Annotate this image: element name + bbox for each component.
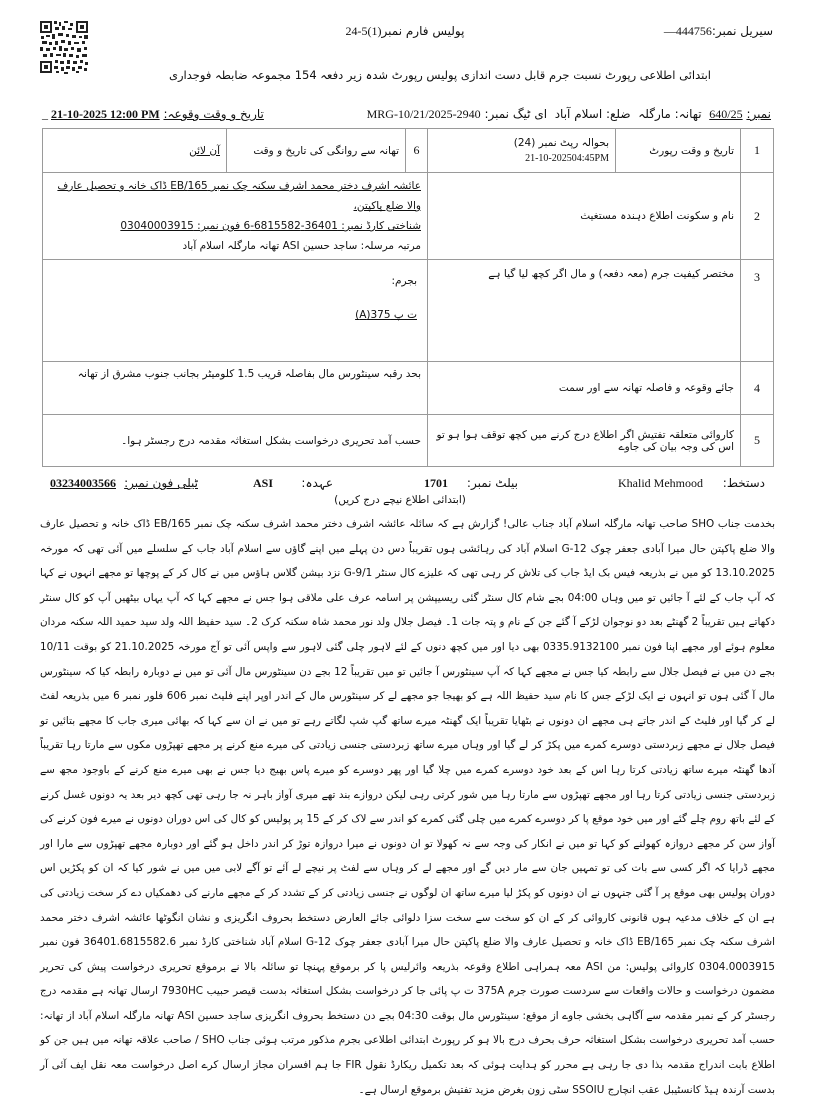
rank-label: عہدہ: [301, 476, 333, 490]
complainant-cnic-phone: شناختی کارڈ نمبر: 36401-6815582-6 فون نمبر: 03040003915 [120, 220, 421, 232]
location-label: جائے وقوعہ و فاصلہ تھانہ سے اور سمت [558, 382, 734, 394]
phone-number: 03234003566 [50, 476, 116, 490]
etag-number: MRG-10/21/2025-2940 [366, 107, 481, 121]
narrative-paragraph: بخدمت جناب SHO صاحب تھانہ مارگلہ اسلام آباد جناب عالی! گزارش ہے کہ سائلہ عائشہ اشرف دختر محمد اشرف سکنہ چک نمبر 165/EB ڈاک خانہ و تحصیل عارف والا ضلع پاکپتن حال میرا آبادی جعفر چوک G-12 اسلام آباد کی رہائشی ہوں تقریباً دس دن پہلے میں اپنے گاؤں سے اسلام آباد جاب کے سلسلے میں آئی تھی کہ مورخہ 13.10.2025 کو میں نے بذریعہ فیس بک ایڈ جاب کی تلاش کر رہی تھی کہ علیزے کال سنٹر 1/G-9 نزد بیشن گلاس ہاؤس میں نے کال کر کے پوچھا تو مجھے انہوں نے کہا کہ آپ جاب کے لئے آ جائیں تو میں وہاں 04:00 بجے شام کال سنٹر گئی ریسیپشن پر اسامہ عرف علی ملاقی ہوا جس نے مجھے کہا کہ آپ یہاں بیٹھیں آپ کو کال سنٹر دکھاتے ہیں تقریباً 2 گھنٹے بعد دو نوجوان لڑکے آ گئے جن کے نام و پتہ جات 1۔ فیصل جلال ولد نور محمد شاہ سکنہ کرک 2۔ سید حفیظ اللہ ولد سید حمید اللہ سکنہ مردان معلوم ہوئے اور مجھے اپنا فون نمبر 0335.9132100 بھی دیا اور میں کچھ دنوں کے لئے لاہور چلی گئی لاہور سے واپس آئی تو آج مورخہ 21.10.2025 کو بوقت 10/11 بجے دن میں نے فیصل جلال سے رابطہ کیا جس نے مجھے کہا کہ آپ سینٹورس آ جائیں تو میں تقریباً 12 بجے دن سینٹورس مال آئی تو میں نے دوبارہ رابطہ کیا کہ سینٹورس مال آ گئی ہوں تو انہوں نے ایک لڑکے جس کا نام سید حفیظ اللہ ہے کو بھیجا جو مجھے لے کر سینٹورس مال کے اندر اوپر اپنے فلیٹ نمبر 606 فلور نمبر 6 میں بذریعہ لفٹ لے کر گیا اور فلیٹ کے اندر جاتے ہی مجھے ان دونوں نے بٹھایا تقریباً ایک گھنٹہ میرے ساتھ گپ شپ لگاتے رہے تو میں نے ان سے کہا کہ بھائی میری جاب کا مجھے بتائیں تو فیصل جلال نے مجھے زبردستی دوسرے کمرے میں پکڑ کر لے گیا اور وہاں میرے ساتھ زبردستی جنسی زیادتی کی میرے منع کرنے پر مجھے تھپڑوں مکوں سے مارتا رہا تقریباً آدھا گھنٹہ میرے ساتھ زیادتی کرتا رہا اس کے بعد خود دوسرے کمرے میں چلا گیا اور پھر دوسرے کو میرے پاس بھیج دیا جس نے بھی میرے منع کرنے کے باوجود مجھ سے زبردستی جنسی زیادتی کرتا رہا اور مجھے تھپڑوں سے مارتا رہا میں شور کرتی رہی لیکن دروازے بند تھے میری آواز باہر نہ جا رہی تھی کچھ دیر بعد یہ دونوں غسل کرنے کے لئے باتھ روم چلے گئے اور میں خود موقع پا کر دوسرے کمرے میں چلی گئی کمرے کو اندر سے لاک کر کے 15 پر پولیس کو کال کی اس دوران دونوں نے میرے فون کرنے کی آواز سن کر مجھے دروازہ کھولنے کو کہا تو میں نے انکار کی وجہ سے نہ کھولا تو ان دونوں نے میرا دروازہ توڑ کر اندر داخل ہو گئے اور دوبارہ مجھے تھپڑوں سے مارا اور مجھے ڈرایا کہ اگر کسی سے بات کی تو تمہیں جان سے مار دیں گے اور مجھے لے کر وہاں سے لفٹ پر نیچے لے آئے تو آگے لابی میں میں نے شور کیا کہ ان کو پکڑیں اس دوران پولیس بھی موقع پر آ گئی جنہوں نے ان دونوں کو پکڑ لیا میرے ساتھ ان لوگوں نے جنسی زیادتی کر کے تشدد کر کے مجھے مارنے کی دھمکیاں دے کر سخت زیادتی کی ہے ان کے خلاف مدعیہ ہوں قانونی کاروائی کر کے ان کو سخت سے سخت سزا دلوائی جائے العارض دستخط بحروف انگریزی و نشان انگوٹھا عائشہ اشرف دختر محمد اشرف سکنہ چک نمبر 165/EB ڈاک خانہ و تحصیل عارف والا ضلع پاکپتن حال میرا آبادی جعفر چوک G-12 اسلام آباد شناختی کارڈ نمبر 36401.6815582.6 فون نمبر 0304.0003915 کاروائی پولیس: من ASI معہ ہمراہی اطلاع وقوعہ بذریعہ وائرلیس پا کر برموقع پہنچا تو سائلہ بالا نے برموقع تحریری درخواست پیش کی تحریر مضمون درخواست و حالات واقعات سے سردست صورت جرم 375A ت پ پائی جا کر درخواست بشکل استغاثہ بدست قیصر حبیب 7930HC ارسال تھانہ ہے مقدمہ درج رجسٹر کر کے نمبر مقدمہ سے آگاہی بخشی جاوے از موقع: سینٹورس مال بوقت 04:30 بجے دن دستخط بحروف انگریزی ساجد حسین ASI تھانہ مارگلہ اسلام آباد از تھانہ: حسب آمد تحریری درخواست بشکل استغاثہ حرف بحرف درج بالا ہو کر رپورٹ ابتدائی اطلاعی بجرم مذکور مرتب ہوئی جناب SHO / صاحب علاقہ تھانہ میں ہیں جن کو اطلاع بابت اندراج مقدمہ بذا دی جا رہی ہے محرر کو ہدایت ہوئی کہ بعد تکمیل ریکارڈ نقول FIR جا ہم افسران مجاز ارسال کرے اصل درخواست معہ نقل ایف آئی آر بدست آرندہ ہیڈ کانسٹیبل عقب انچارج SSOIU سٹی زون بغرض مزید تفتیش برموقع ارسال ہے۔ [40, 518, 776, 1096]
police-station: مارگلہ [638, 107, 671, 121]
complainant-name-address: عائشہ اشرف دختر محمد اشرف سکنہ چک نمبر 165/EB ڈاک خانہ و تحصیل عارف والا ضلع پاکپتن، [57, 180, 421, 212]
row-number: 4 [741, 362, 774, 415]
first-info-note: (ابتدائی اطلاع نیچے درج کریں) [334, 494, 466, 506]
table-row [43, 260, 774, 362]
delay-value: حسب آمد تحریری درخواست بشکل استغاثہ مقدمہ درج رجسٹر ہوا۔ [121, 434, 421, 447]
signature-line [42, 476, 773, 494]
serial-value: 444756 [675, 24, 712, 38]
police-form-number [290, 24, 520, 39]
report-ref: بحوالہ رپٹ نمبر (24) [513, 136, 609, 149]
fir-meta [367, 107, 771, 122]
district: اسلام آباد [554, 107, 603, 121]
qr-code-graphic [38, 17, 90, 77]
location-value: بحد رقبہ سینٹورس مال بفاصلہ قریب 1.5 کلومیٹر بجانب جنوب مشرق از تھانہ [77, 368, 421, 380]
report-datetime: 21-10-202504:45PM [525, 152, 609, 164]
table-row [43, 362, 774, 415]
delay-value-cell [43, 415, 428, 467]
serial-number: سیریل نمبر:—444756 [663, 24, 773, 38]
location-label-cell [428, 362, 741, 415]
report-datetime-label: تاریخ و وقت رپورٹ [649, 144, 734, 157]
offence-label: مختصر کیفیت جرم (معہ دفعہ) و مال اگر کچھ لیا گیا ہے [488, 268, 734, 280]
etag-label: ای ٹیگ نمبر: [484, 107, 548, 121]
report-datetime-cell [428, 129, 616, 173]
row-number: 3 [741, 260, 774, 362]
row-number: 1 [741, 129, 774, 173]
fir-no: 640/25 [709, 107, 743, 121]
complainant-value-cell [43, 173, 428, 260]
departure-value: آن لائن [189, 144, 220, 157]
belt-number: 1701 [424, 476, 448, 490]
district-label: ضلع: [606, 107, 631, 121]
report-datetime-label-cell [616, 129, 741, 173]
fir-table [42, 128, 774, 467]
rank: ASI [252, 476, 273, 490]
delay-label: کاروائی متعلقہ تفتیش اگر اطلاع درج کرنے میں کچھ توقف ہوا ہو تو اس کی وجہ بیان کی جاوے [436, 428, 734, 453]
occurrence-value: 21-10-2025 12:00 PM [51, 107, 160, 121]
offence-value-cell [43, 260, 428, 362]
row-number: 2 [741, 173, 774, 260]
departure-label-cell [227, 129, 406, 173]
occurrence-datetime: _ 21-10-2025 12:00 PM تاریخ و وقت وقوعہ: [42, 107, 264, 121]
belt-label: بیلٹ نمبر: [466, 476, 518, 490]
occurrence-label: تاریخ و وقت وقوعہ: [163, 107, 264, 121]
row-number: 5 [741, 415, 774, 467]
drafted-by: مرتبہ مرسلہ: ساجد حسین ASI تھانہ مارگلہ اسلام آباد [182, 240, 421, 252]
police-station-label: تھانہ: [674, 107, 702, 121]
first-information-narrative [40, 512, 775, 1102]
departure-value-cell [43, 129, 227, 173]
table-row [43, 415, 774, 467]
offence-prefix: بجرم: [391, 275, 417, 287]
fir-no-label: نمبر: [746, 107, 771, 121]
serial-label: سیریل نمبر: [711, 24, 773, 38]
departure-label: تھانہ سے روانگی کی تاریخ و وقت [253, 144, 399, 157]
phone-label: ٹیلی فون نمبر: [124, 476, 198, 490]
complainant-label: نام و سکونت اطلاع دہندہ مستغیث [580, 210, 734, 222]
table-row [43, 173, 774, 260]
table-row [43, 129, 774, 173]
delay-label-cell [428, 415, 741, 467]
signature-label: دستخط: [722, 476, 765, 490]
officer-name: Khalid Mehmood [618, 476, 703, 490]
offence-section: ت پ 375(A) [355, 309, 417, 321]
document-title: ابتدائی اطلاعی رپورٹ نسبت جرم قابل دست اندازی پولیس رپورٹ شدہ زیر دفعہ 154 مجموعہ ضابطہ فوجداری [168, 68, 711, 82]
row-number: 6 [406, 129, 428, 173]
complainant-label-cell [428, 173, 741, 260]
form-value: 24-5(1) [345, 24, 382, 38]
offence-label-cell [428, 260, 741, 362]
form-label: پولیس فارم نمبر [381, 24, 465, 38]
qr-code [38, 17, 90, 77]
location-value-cell [43, 362, 428, 415]
